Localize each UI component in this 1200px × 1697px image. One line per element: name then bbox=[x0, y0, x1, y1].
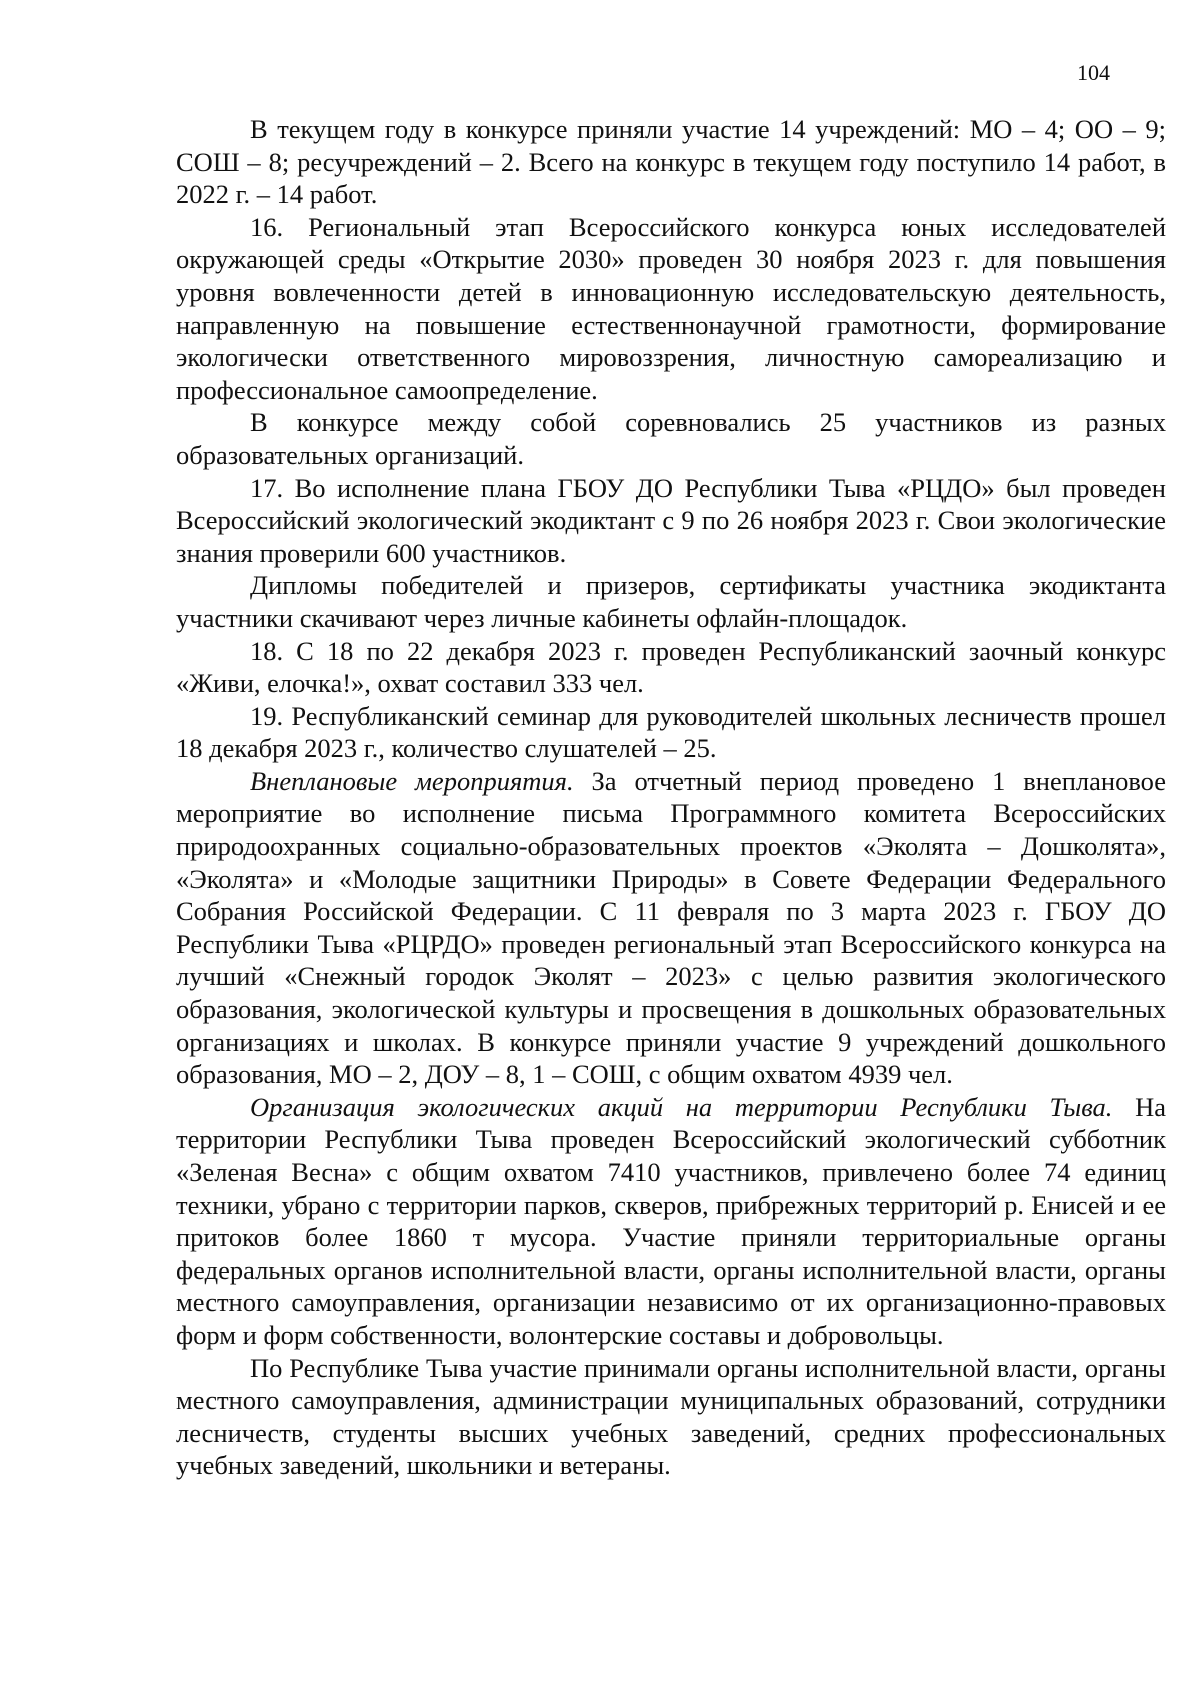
paragraph-lead: Организация экологических акций на территории Республики Тыва. bbox=[250, 1091, 1113, 1122]
paragraph-text: По Республике Тыва участие принимали органы исполнительной власти, органы местного самоуправления, администрации муниципальных образований, сотрудники лесничеств, студенты высших учебных заведений, средних профессиональных учебных заведений, школьники и ветераны. bbox=[176, 1352, 1166, 1481]
paragraph bbox=[176, 472, 1166, 570]
paragraph-text: В конкурсе между собой соревновались 25 участников из разных образовательных организаций. bbox=[176, 407, 1166, 470]
paragraph bbox=[176, 635, 1166, 700]
paragraph bbox=[176, 1091, 1166, 1352]
paragraph bbox=[176, 765, 1166, 1091]
page-number: 104 bbox=[1077, 60, 1110, 85]
paragraph-text: За отчетный период проведено 1 внеплановое мероприятие во исполнение письма Программного комитета Всероссийских природоохранных социально-образовательных проектов «Эколята – Дошколята», «Эколята» и «Молодые защитники Природы» в Совете Федерации Федерального Собрания Российской Федерации. С 11 февраля по 3 марта 2023 г. ГБОУ ДО Республики Тыва «РЦРДО» проведен региональный этап Всероссийского конкурса на лучший «Снежный городок Эколят – 2023» с целью развития экологического образования, экологической культуры и просвещения в дошкольных образовательных организациях и школах. В конкурсе приняли участие 9 учреждений дошкольного образования, МО – 2, ДОУ – 8, 1 – СОШ, с общим охватом 4939 чел. bbox=[176, 765, 1166, 1090]
paragraph-text: В текущем году в конкурсе приняли участие 14 учреждений: МО – 4; ОО – 9; СОШ – 8; ресучреждений – 2. Всего на конкурс в текущем году поступило 14 работ, в 2022 г. – 14 работ. bbox=[176, 114, 1166, 210]
document-body bbox=[176, 113, 1166, 1482]
paragraph-text: На территории Республики Тыва проведен Всероссийский экологический субботник «Зеленая Весна» с общим охватом 7410 участников, привлечено более 74 единиц техники, убрано с территории парков, скверов, прибрежных территорий р. Енисей и ее притоков более 1860 т мусора. Участие приняли территориальные органы федеральных органов исполнительной власти, органы исполнительной власти, органы местного самоуправления, организации независимо от их организационно-правовых форм и форм собственности, волонтерские составы и добровольцы. bbox=[176, 1091, 1167, 1350]
paragraph-text: 17. Во исполнение плана ГБОУ ДО Республики Тыва «РЦДО» был проведен Всероссийский экологический экодиктант с 9 по 26 ноября 2023 г. Свои экологические знания проверили 600 участников. bbox=[176, 472, 1166, 568]
paragraph bbox=[176, 569, 1166, 634]
paragraph-text: Дипломы победителей и призеров, сертификаты участника экодиктанта участники скачивают через личные кабинеты офлайн-площадок. bbox=[176, 570, 1166, 633]
paragraph-text: 18. С 18 по 22 декабря 2023 г. проведен Республиканский заочный конкурс «Живи, елочка!», охват составил 333 чел. bbox=[176, 635, 1166, 699]
paragraph bbox=[176, 1352, 1166, 1482]
paragraph bbox=[176, 211, 1166, 407]
paragraph-text: 16. Региональный этап Всероссийского конкурса юных исследователей окружающей среды «Открытие 2030» проведен 30 ноября 2023 г. для повышения уровня вовлеченности детей в инновационную исследовательскую деятельность, направленную на повышение естественнонаучной грамотности, формирование экологически ответственного мировоззрения, личностную самореализацию и профессиональное самоопределение. bbox=[176, 211, 1166, 405]
paragraph-text: 19. Республиканский семинар для руководителей школьных лесничеств прошел 18 декабря 2023 г., количество слушателей – 25. bbox=[176, 700, 1166, 764]
paragraph-lead: Внеплановые мероприятия. bbox=[250, 765, 574, 796]
paragraph bbox=[176, 113, 1166, 211]
paragraph bbox=[176, 406, 1166, 471]
paragraph bbox=[176, 700, 1166, 765]
